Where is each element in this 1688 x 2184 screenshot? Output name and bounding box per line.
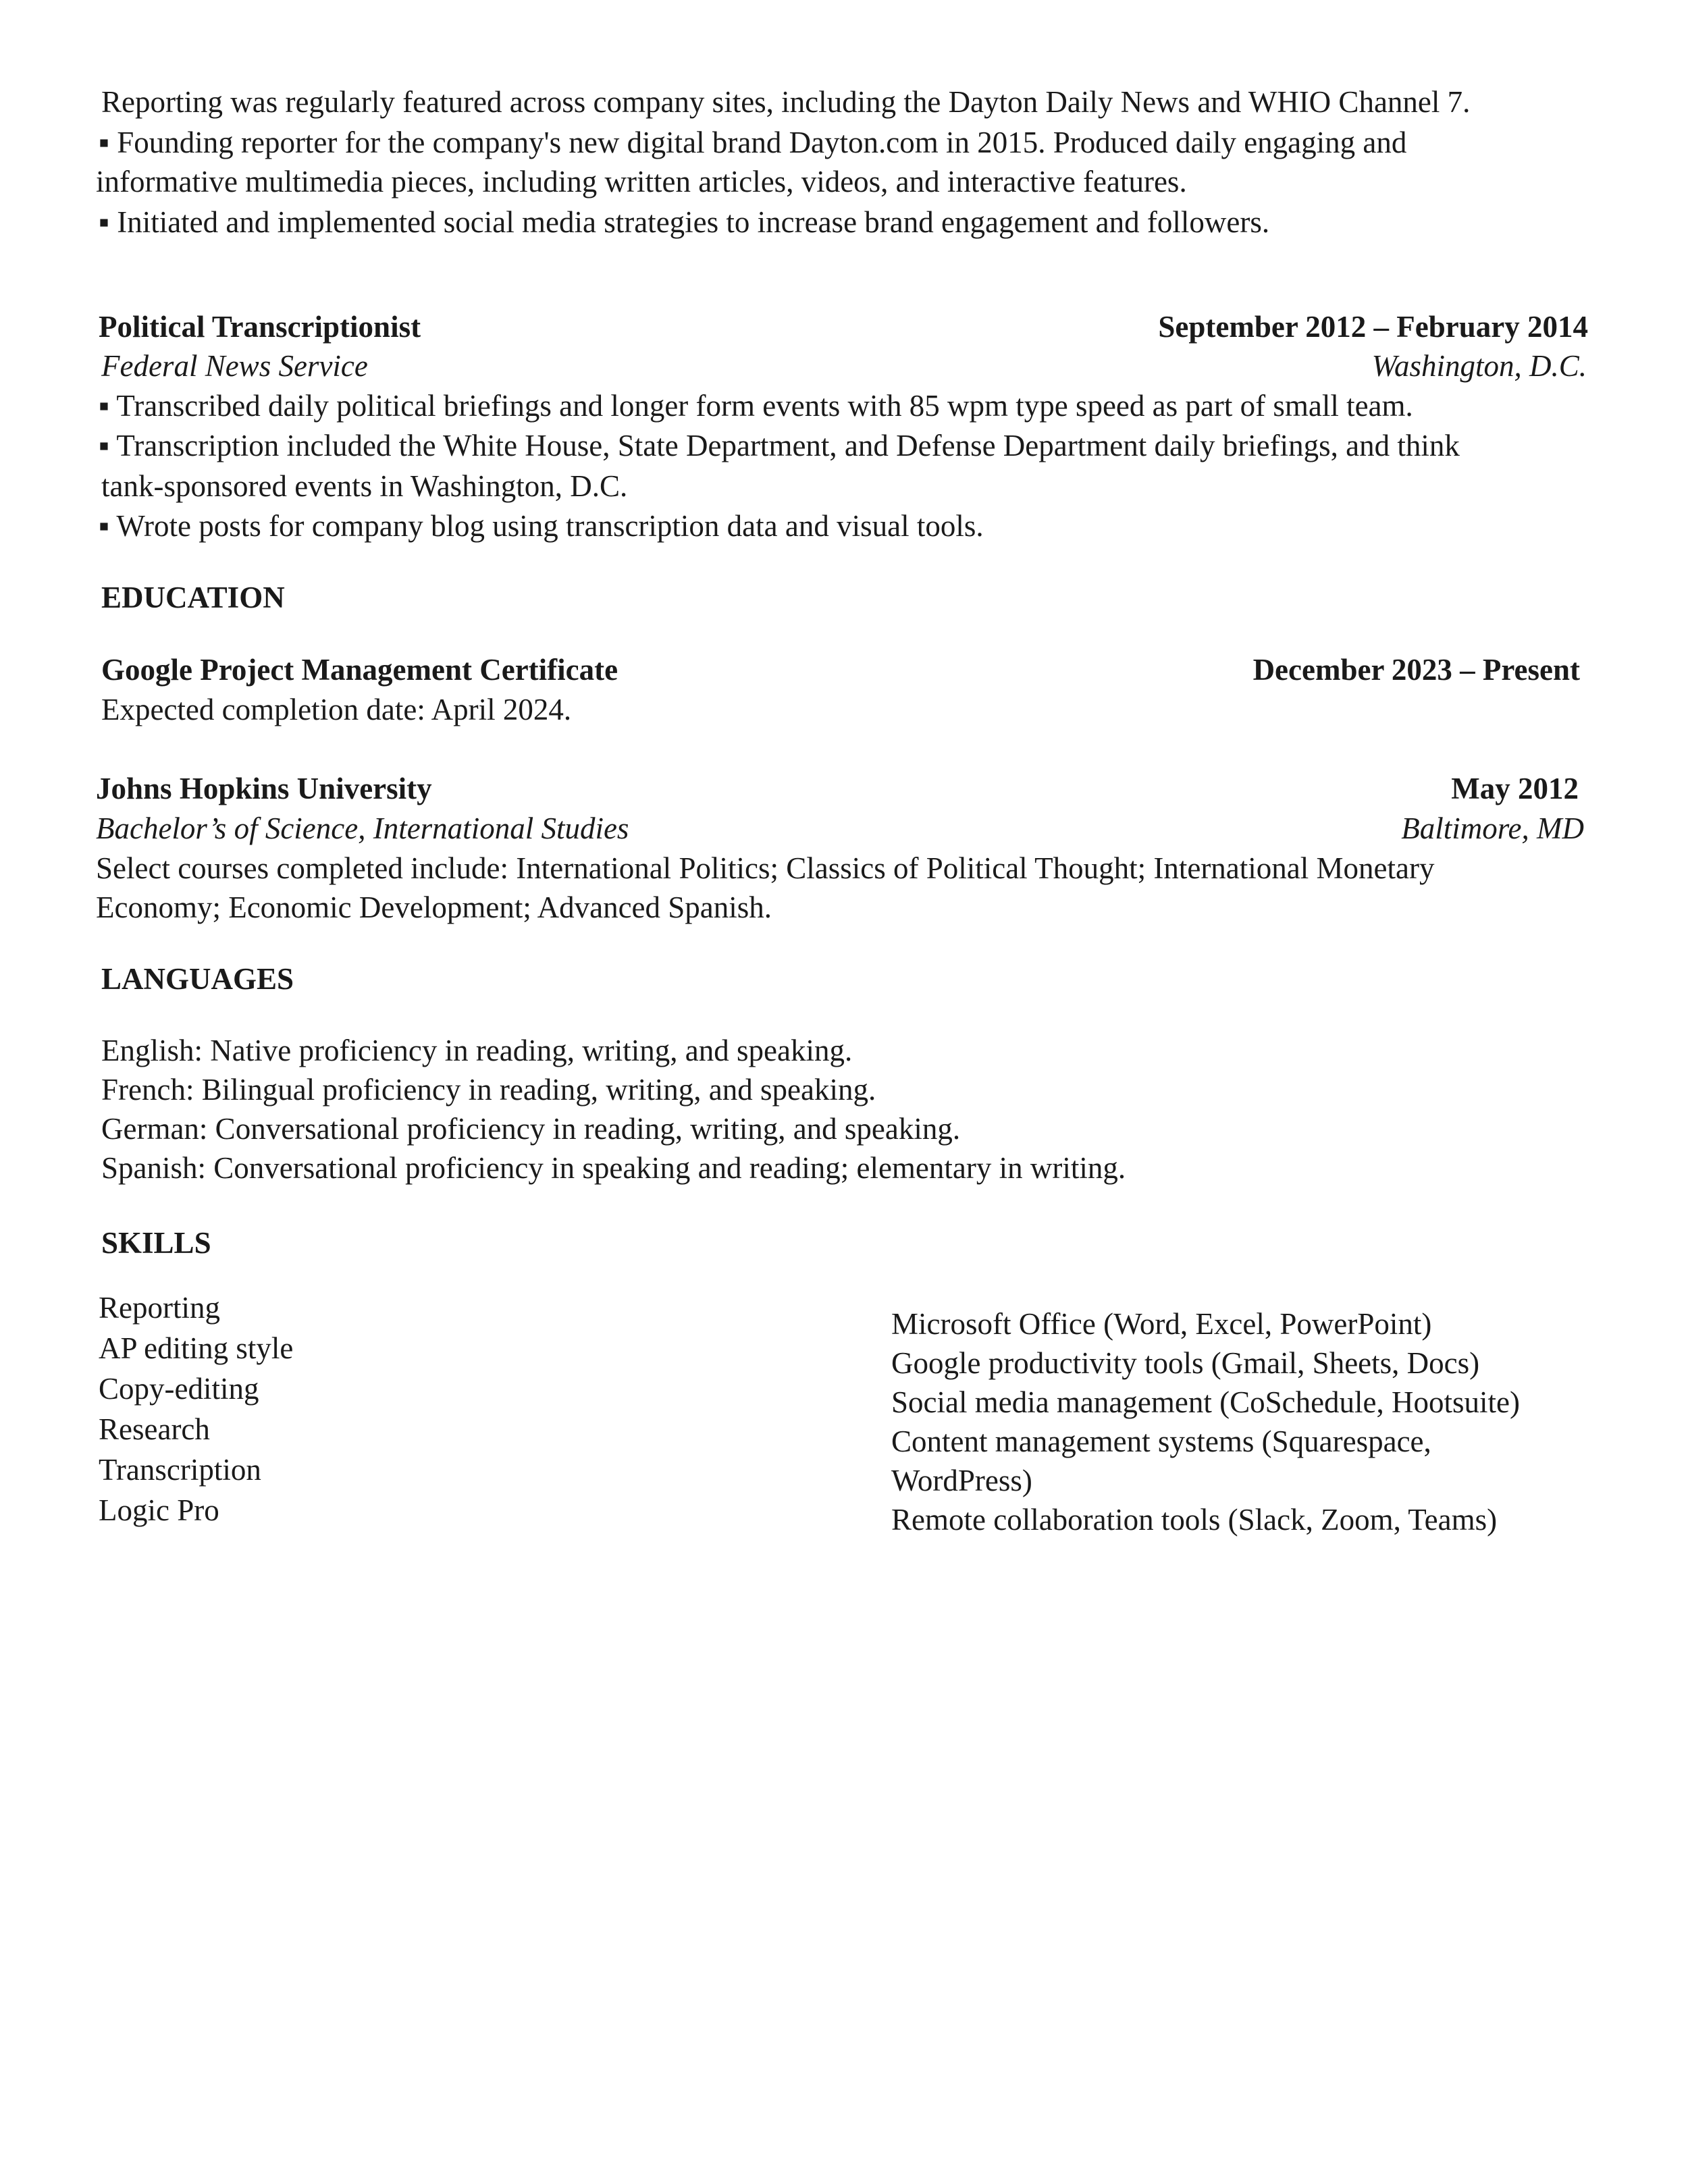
skill-item: Remote collaboration tools (Slack, Zoom, Teams)	[891, 1503, 1498, 1537]
cert-title: Google Project Management Certificate	[101, 653, 618, 687]
cert-dates: December 2023 – Present	[1252, 653, 1580, 687]
language-item: Spanish: Conversational proficiency in speaking and reading; elementary in writing.	[101, 1151, 1126, 1185]
job1-bullet: ▪ Founding reporter for the company's new digital brand Dayton.com in 2015. Produced daily engaging and	[99, 126, 1407, 159]
cert-note: Expected completion date: April 2024.	[101, 693, 572, 726]
skills-right-column	[891, 1304, 1520, 1539]
skill-item: Logic Pro	[99, 1493, 219, 1527]
job2-bullet: ▪ Wrote posts for company blog using transcription data and visual tools.	[99, 509, 984, 543]
university-degree: Bachelor’s of Science, International Studies	[96, 811, 629, 845]
skill-item: WordPress)	[891, 1464, 1032, 1497]
skill-item: Reporting	[99, 1291, 220, 1325]
job2-location: Washington, D.C.	[1371, 349, 1587, 383]
language-item: German: Conversational proficiency in reading, writing, and speaking.	[101, 1112, 961, 1146]
skill-item: Google productivity tools (Gmail, Sheets, Docs)	[891, 1346, 1480, 1380]
skill-item: Copy-editing	[99, 1372, 259, 1406]
skill-item: Transcription	[99, 1453, 261, 1487]
courses-line: Economy; Economic Development; Advanced Spanish.	[96, 890, 772, 924]
job2-title: Political Transcriptionist	[99, 310, 421, 344]
university-location: Baltimore, MD	[1401, 811, 1584, 845]
university-date: May 2012	[1451, 772, 1579, 805]
job1-line: Reporting was regularly featured across company sites, including the Dayton Daily News and WHIO Channel 7.	[101, 85, 1471, 119]
skills-left-column	[99, 1287, 293, 1530]
job2-dates: September 2012 – February 2014	[1158, 310, 1588, 344]
courses-line: Select courses completed include: International Politics; Classics of Political Thought; International Monetary	[96, 851, 1435, 885]
language-item: English: Native proficiency in reading, writing, and speaking.	[101, 1034, 853, 1067]
languages-heading: LANGUAGES	[101, 962, 294, 996]
skill-item: Social media management (CoSchedule, Hootsuite)	[891, 1385, 1521, 1419]
job2-bullet: ▪ Transcription included the White House, State Department, and Defense Department daily briefings, and think	[99, 429, 1460, 462]
job2-bullet: ▪ Transcribed daily political briefings and longer form events with 85 wpm type speed as part of small team.	[99, 389, 1413, 423]
skill-item: Content management systems (Squarespace,	[891, 1424, 1431, 1458]
skill-item: AP editing style	[99, 1331, 294, 1365]
skill-item: Research	[99, 1412, 210, 1446]
job1-bullet: ▪ Initiated and implemented social media strategies to increase brand engagement and followers.	[99, 205, 1270, 239]
job1-line: informative multimedia pieces, including written articles, videos, and interactive features.	[96, 165, 1187, 198]
skill-item: Microsoft Office (Word, Excel, PowerPoint)	[891, 1307, 1432, 1341]
language-item: French: Bilingual proficiency in reading, writing, and speaking.	[101, 1073, 876, 1107]
job2-company: Federal News Service	[101, 349, 368, 383]
skills-heading: SKILLS	[101, 1226, 211, 1260]
university-name: Johns Hopkins University	[96, 772, 432, 805]
job2-line: tank-sponsored events in Washington, D.C.	[101, 469, 628, 503]
education-heading: EDUCATION	[101, 581, 285, 614]
